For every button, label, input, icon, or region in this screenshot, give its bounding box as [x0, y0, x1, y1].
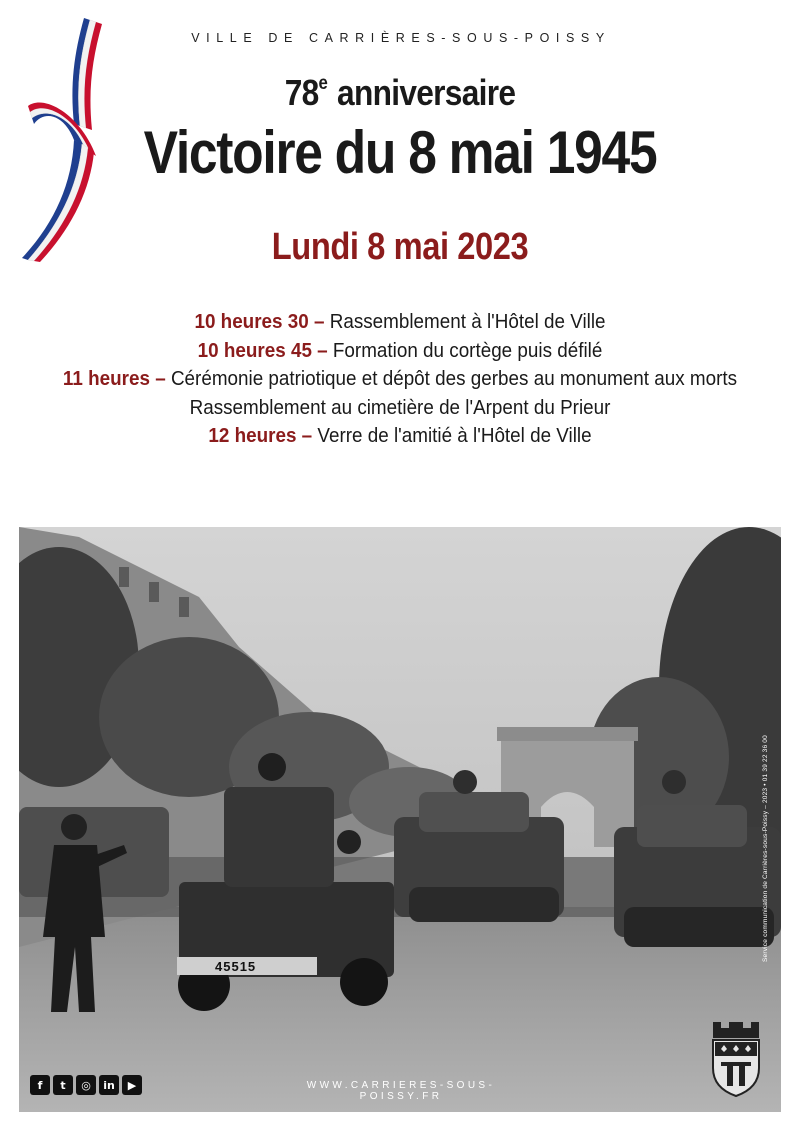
schedule-time: 11 heures – [62, 367, 166, 390]
city-crest-icon [707, 1016, 765, 1098]
anniversary-ordinal: e [318, 73, 328, 94]
anniversary-heading [48, 72, 752, 114]
social-links [30, 1075, 142, 1095]
schedule-time: 12 heures – [208, 424, 313, 447]
twitter-icon[interactable]: t [53, 1075, 73, 1095]
parade-photo-illustration [19, 527, 781, 1112]
event-date: Lundi 8 mai 2023 [271, 226, 529, 268]
schedule-text: Rassemblement au cimetière de l'Arpent du Prieur [189, 395, 611, 419]
page-title: Victoire du 8 mai 1945 [143, 119, 657, 186]
schedule-time: 10 heures 30 – [194, 310, 325, 333]
website-link[interactable]: WWW.CARRIERES-SOUS-POISSY.FR [306, 1080, 496, 1102]
schedule-item [32, 422, 768, 451]
schedule-text: Rassemblement à l'Hôtel de Ville [324, 310, 606, 333]
schedule-item [32, 365, 768, 394]
instagram-icon[interactable]: ◎ [76, 1075, 96, 1095]
license-plate: 45515 [215, 959, 257, 974]
schedule-text: Verre de l'amitié à l'Hôtel de Ville [312, 424, 592, 447]
schedule-item [32, 394, 768, 423]
event-schedule [0, 308, 800, 451]
linkedin-icon[interactable]: in [99, 1075, 119, 1095]
photo-credit: Service communication de Carrières-sous-Poissy – 2023 • 01 39 22 36 00 [762, 735, 769, 962]
schedule-text: Cérémonie patriotique et dépôt des gerbes au monument aux morts [165, 367, 738, 390]
anniversary-number: 78 [284, 72, 319, 113]
city-name: VILLE DE CARRIÈRES-SOUS-POISSY [191, 31, 611, 45]
schedule-time: 10 heures 45 – [197, 338, 328, 362]
schedule-item [32, 308, 768, 337]
facebook-icon[interactable]: f [30, 1075, 50, 1095]
historic-photo [19, 527, 781, 1112]
anniversary-word: anniversaire [337, 72, 516, 113]
schedule-text: Formation du cortège puis défilé [327, 338, 603, 362]
schedule-item [32, 337, 768, 366]
youtube-icon[interactable]: ▶ [122, 1075, 142, 1095]
